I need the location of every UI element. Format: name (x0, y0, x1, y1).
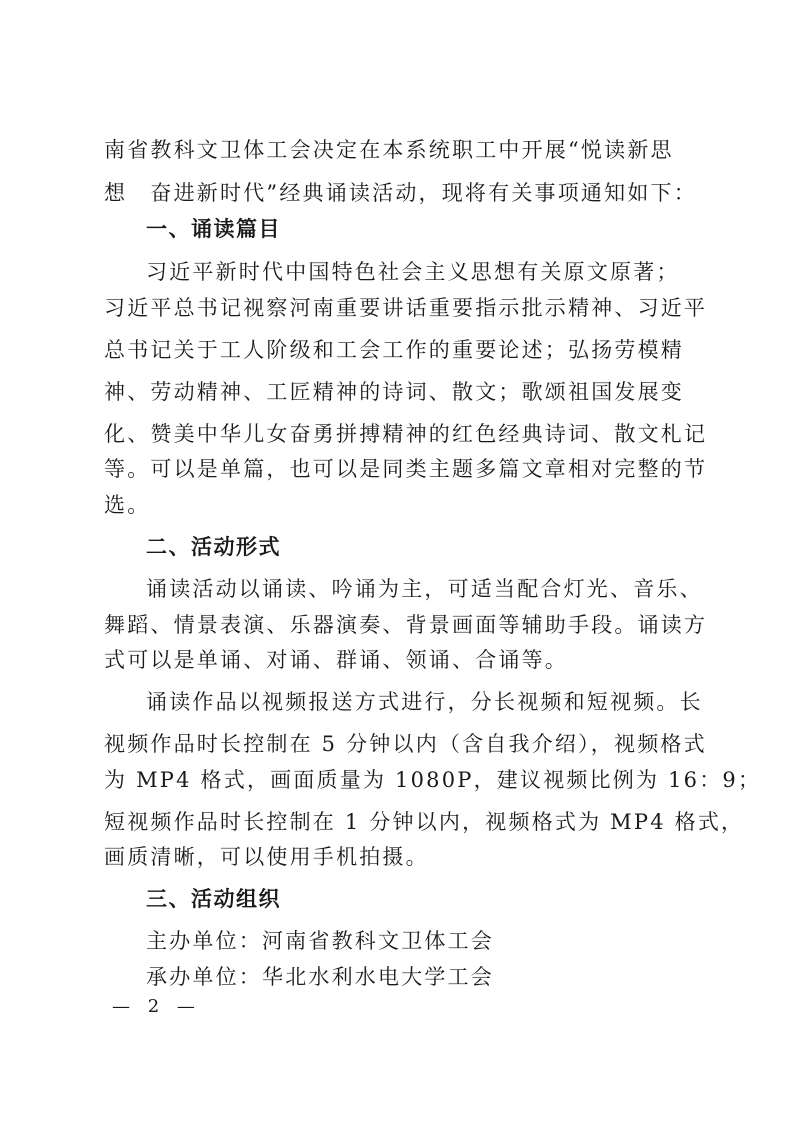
paragraph-line: 为 MP4 格式，画面质量为 1080P，建议视频比例为 16：9； (104, 768, 762, 792)
paragraph-line: 舞蹈、情景表演、乐器演奏、背景画面等辅助手段。诵读方 (104, 613, 708, 637)
paragraph-line: 化、赞美中华儿女奋勇拼搏精神的红色经典诗词、散文札记 (104, 422, 708, 446)
page-number: — 2 — (112, 996, 201, 1017)
section-heading: 一、诵读篇目 (146, 217, 281, 241)
paragraph-line: 神、劳动精神、工匠精神的诗词、散文；歌颂祖国发展变 (104, 380, 684, 404)
paragraph-line: 总书记关于工人阶级和工会工作的重要论述；弘扬劳模精 (104, 338, 684, 362)
paragraph-line: 承办单位：华北水利水电大学工会 (146, 965, 494, 989)
section-heading: 二、活动形式 (146, 535, 281, 559)
paragraph-line: 主办单位：河南省教科文卫体工会 (146, 929, 494, 953)
paragraph-line: 诵读活动以诵读、吟诵为主，可适当配合灯光、音乐、 (146, 577, 703, 601)
paragraph-line: 习近平总书记视察河南重要讲话重要指示批示精神、习近平 (104, 296, 708, 320)
paragraph-line: 视频作品时长控制在 5 分钟以内（含自我介绍），视频格式 (104, 732, 707, 756)
paragraph-line: 诵读作品以视频报送方式进行，分长视频和短视频。长 (146, 690, 703, 714)
paragraph-line: 选。 (104, 493, 151, 517)
paragraph-line: 短视频作品时长控制在 1 分钟以内，视频格式为 MP4 格式， (104, 810, 745, 834)
paragraph-line: 南省教科文卫体工会决定在本系统职工中开展“悦读新思 (104, 138, 674, 162)
paragraph-line: 式可以是单诵、对诵、群诵、领诵、合诵等。 (104, 648, 568, 672)
paragraph-line: 习近平新时代中国特色社会主义思想有关原文原著； (146, 260, 680, 284)
paragraph-line: 画质清晰，可以使用手机拍摄。 (104, 845, 429, 869)
paragraph-line: 想 奋进新时代”经典诵读活动，现将有关事项通知如下： (104, 181, 697, 205)
section-heading: 三、活动组织 (146, 887, 281, 911)
paragraph-line: 等。可以是单篇，也可以是同类主题多篇文章相对完整的节 (104, 457, 708, 481)
